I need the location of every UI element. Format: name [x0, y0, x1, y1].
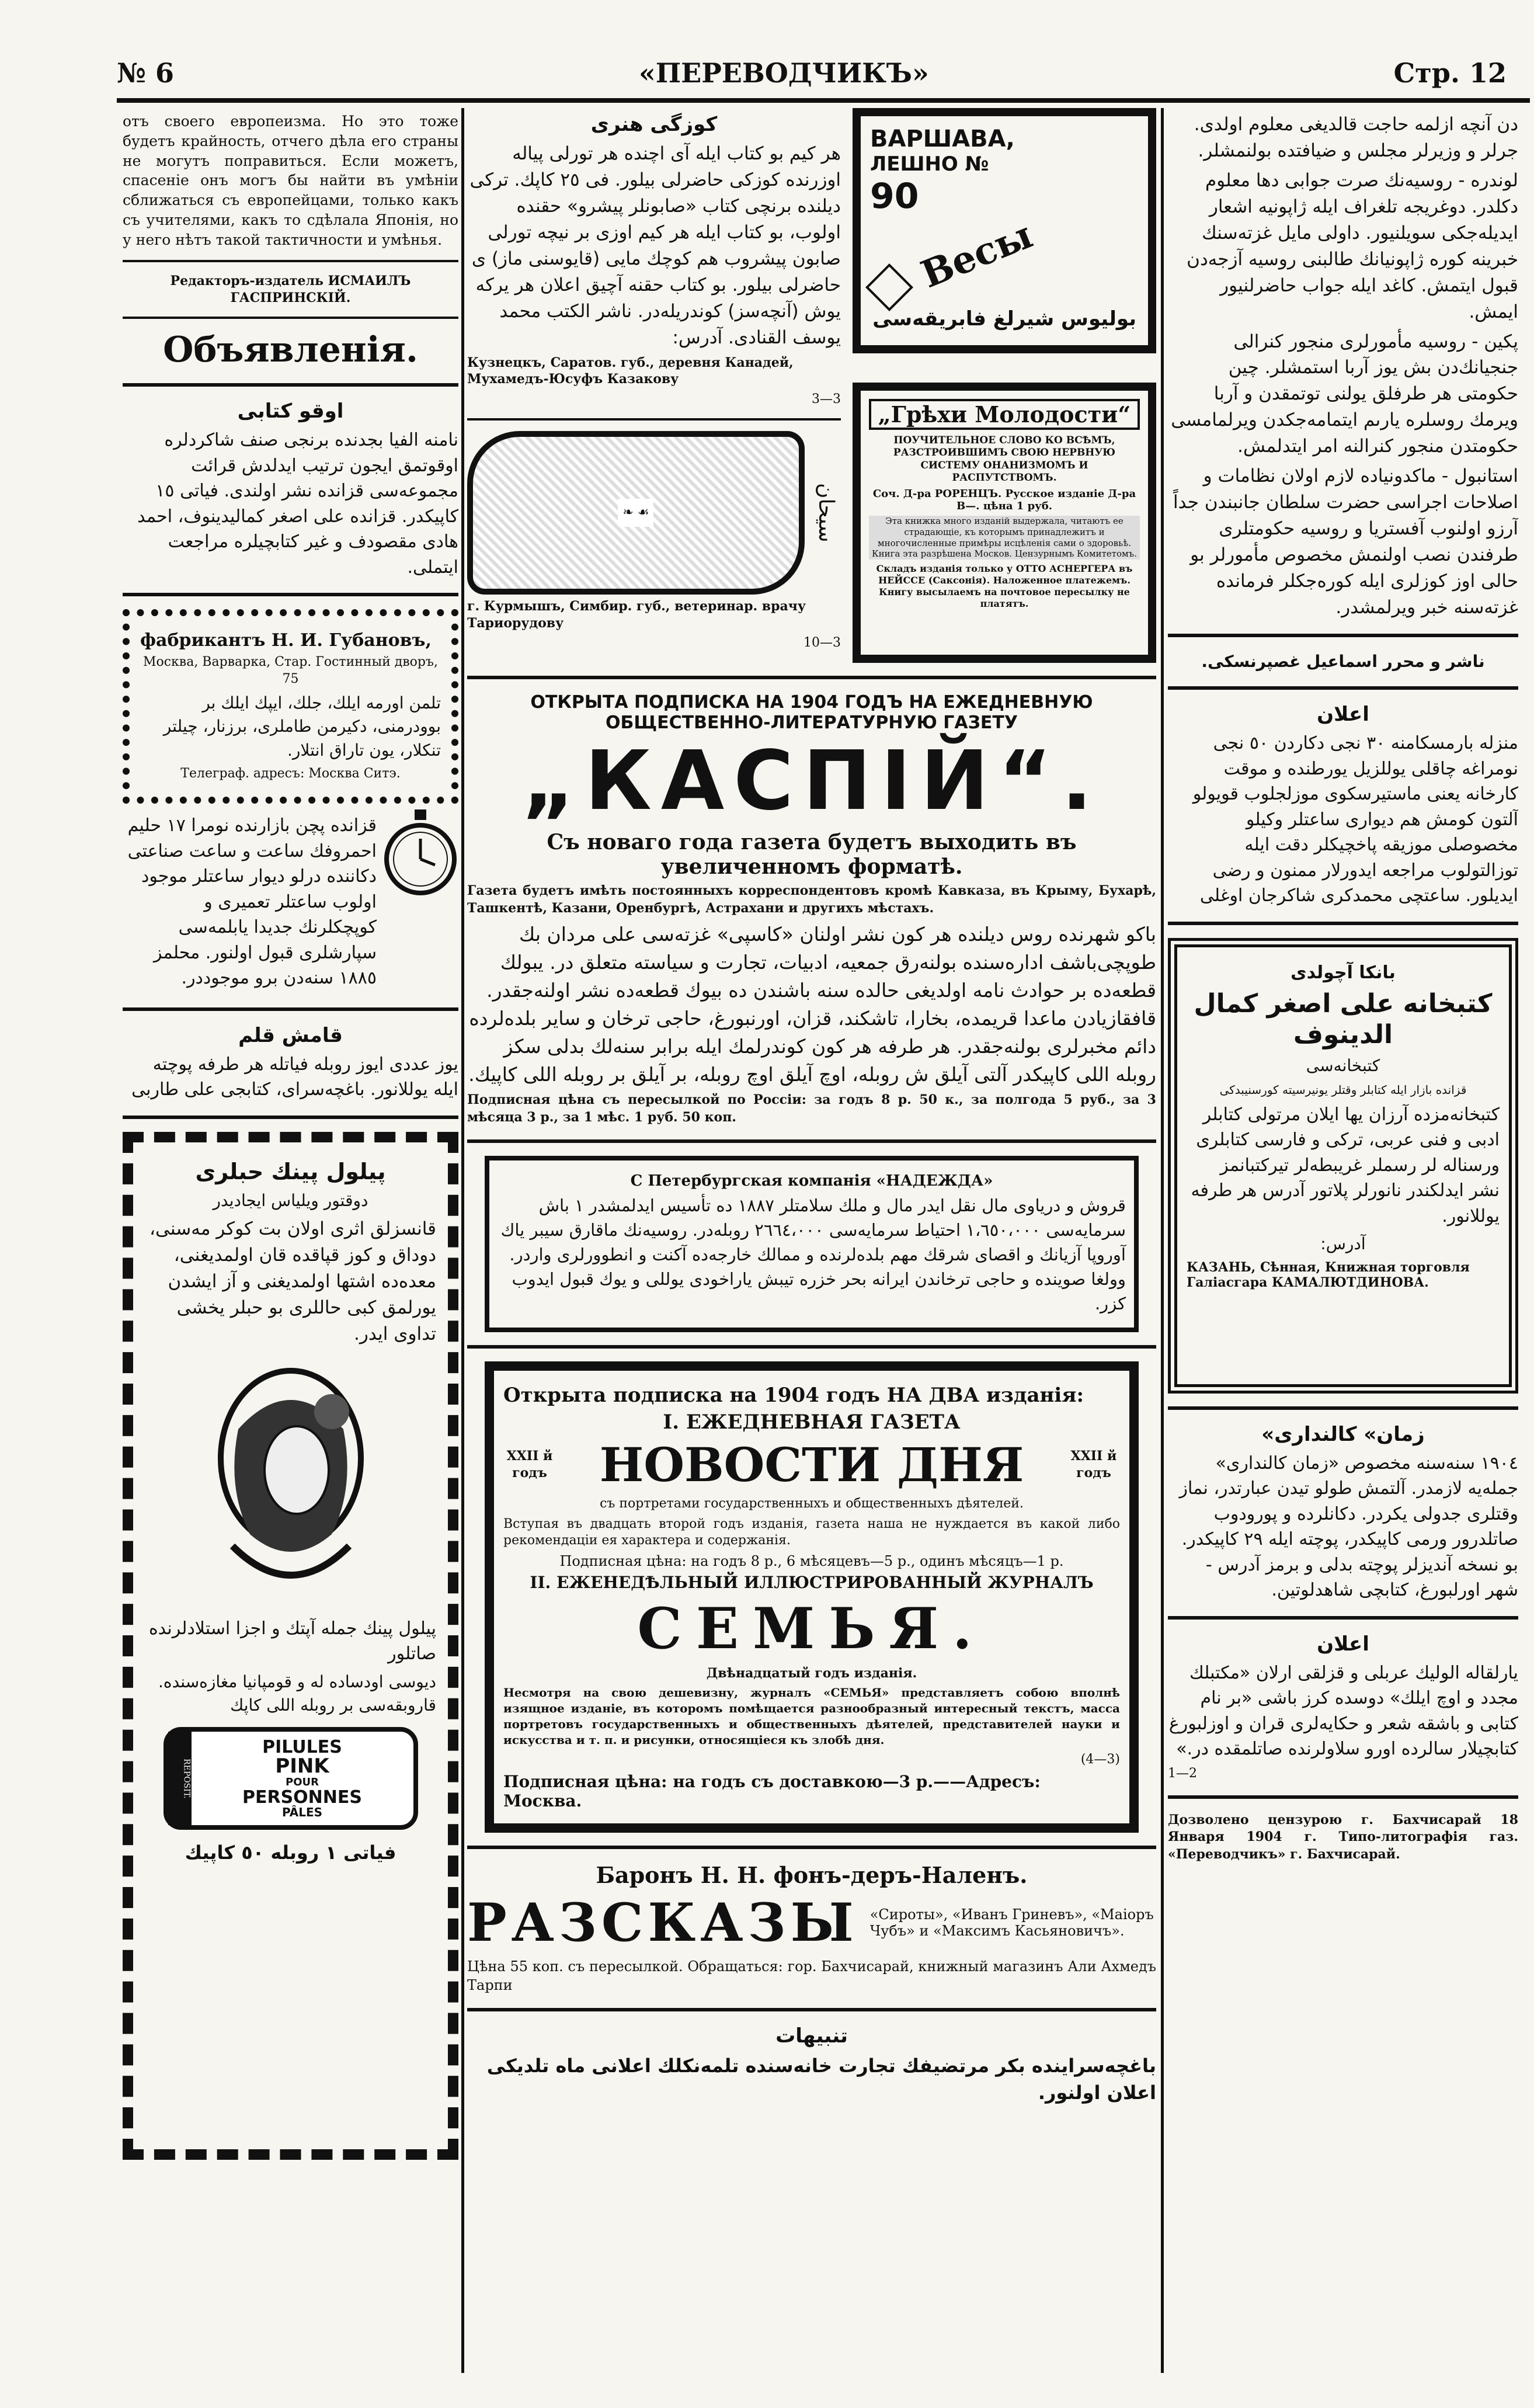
ad-vesy-text: بوليوس شيرلغ فابريقه‌سى — [872, 307, 1136, 331]
ad5-bottle-line5: PÂLES — [281, 1805, 323, 1820]
ad4-title: قامش قلم — [238, 1023, 343, 1047]
ad5-subtitle: دوقتور ويلياس ايجاديدر — [213, 1190, 368, 1210]
rasskazy-ad — [467, 1862, 1156, 1995]
rasskazy-title: РАЗСКАЗЫ — [467, 1892, 858, 1954]
ad5-box — [123, 1132, 458, 2160]
ad4-text: يوز عددى ايوز روبله فياتله هر طرفه پوچته ايله يوللانور. باغچه‌سراى، كتابجى على طاربى — [131, 1054, 458, 1100]
novosti-lead: Открыта подписка на 1904 годъ НА ДВА изданія: — [503, 1384, 1084, 1408]
ad-kozgu-address: Кузнецкъ, Саратов. губ., деревня Канадей, Мухамедъ-Юсуфъ Казакову — [467, 355, 794, 387]
editor-line: Редакторъ-издатель ИСМАИЛЪ ГАСПРИНСКІЙ. — [170, 273, 411, 305]
ad1-title-right: اعلان — [1317, 703, 1369, 727]
bookshop-ad — [1168, 938, 1518, 1394]
ad4-num: 1—2 — [1168, 1766, 1197, 1781]
news4: استانبول - ماكدونياده لازم اولان نظامات و اصلاحات اجراسى حضرت سلطان جانبندن جداً آرزو اولنوب آفستريا و روسيه حكومتلرى طرفندن نصب اولنمش مخصوص مأمورلر بو حالى اوز كوزلرى ايله كوره‌جكلر فرمانده غزته‌سنه خبر ويرلمشدر. — [1173, 465, 1518, 618]
semya-title: СЕМЬЯ. — [637, 1595, 986, 1662]
news1: دن آنچه ازلمه حاجت قالديغى معلوم اولدى. جرلر و وزيرلر مجلس و ضيافتده بولنمشلر. — [1194, 114, 1518, 161]
kaspiy-corr: Газета будетъ имѣть постоянныхъ корреспондентовъ кромѣ Кавказа, въ Крыму, Бухарѣ, Ташкентѣ, Казани, Оренбургѣ, Астрахани и другихъ мѣстахъ. — [467, 883, 1156, 916]
ad2-address: Москва, Варварка, Стар. Гостинный дворъ, 75 — [142, 655, 439, 687]
ad-grekhi-title: „Грѣхи Молодости“ — [869, 399, 1140, 430]
ad2-script: كتبخانه على اصغر كمال الدينوف — [1194, 989, 1493, 1050]
ad1-title: اوقو كتابى — [237, 399, 344, 423]
page-number: № 6 — [117, 57, 175, 89]
rasskazy-list: «Сироты», «Иванъ Гриневъ», «Маіоръ Чубъ» и «Максимъ Касьяновичъ». — [869, 1906, 1154, 1940]
kaspiy-title: „КАСПІЙ“. — [521, 734, 1102, 829]
rasskazy-price: Цѣна 55 коп. съ пересылкой. Обращаться: гор. Бахчисарай, книжный магазинъ Али Ахмедъ Тарпи — [467, 1958, 1156, 1994]
semya-price: Подписная цѣна: на годъ съ доставкою—3 р.——Адресъ: Москва. — [503, 1772, 1041, 1811]
ad4-title-right: اعلان — [1317, 1632, 1369, 1656]
ad-vesy-box — [853, 108, 1156, 353]
ad2-header: بانكا آچولدى — [1290, 962, 1396, 983]
page-ref: Стр. 12 — [1393, 57, 1507, 89]
kaspiy-price: Подписная цѣна съ пересылкой по Россіи: за годъ 8 р. 50 к., за полгода 5 руб., за 3 мѣсяца 3 р., за 1 мѣс. 1 руб. 50 коп. — [467, 1092, 1156, 1125]
nadezhda-ad — [485, 1156, 1139, 1332]
semya-num: (4—3) — [1080, 1752, 1120, 1767]
ad-vesy-name: Весы — [915, 213, 1039, 297]
ad2-address: КАЗАНЬ, Сѣнная, Книжная торговля Галіасгара КАМАЛЮТДИНОВА. — [1187, 1259, 1470, 1290]
news2: لوندره - روسيه‌نك صرت جوابى دها معلوم دكلدر. دوغريجه تلغراف ايله ژاپونيه اشعار ايديلەجكى سويلنيور. داولى مايل غزته‌سنك خبرينه كوره ژاپونيانك طالبنى روسيه آزجه‌دن قبول ايتمش. كاغد ايله جواب حاضرلنيور ايمش. — [1187, 169, 1518, 322]
last-text: باغچه‌سراينده بكر مرتضيفك تجارت خانه‌سنده تلمه‌نكلك اعلانى ماه تلديكى اعلان اولنور. — [486, 2054, 1156, 2104]
news3: پكين - روسيه مأمورلرى منجور كنرالى جنجيانك‌دن بش يوز آربا استمشلر. چين حكومتى هر طرفلق يولنى توتمقدن و آربا ويرمك روسلره يارىم ايتمامه‌جكدن ويرلمامسى حكومتدن منجور كنرالنه امر ايتدلمش. — [1171, 331, 1518, 457]
novosti-title: НОВОСТИ ДНЯ — [599, 1437, 1024, 1493]
ad2-box — [123, 609, 458, 804]
ad-grekhi-text: ПОУЧИТЕЛЬНОЕ СЛОВО КО ВСѢМЪ, РАЗСТРОИВШИМЪ СВОЮ НЕРВНУЮ СИСТЕМУ ОНАНИЗМОМЪ И РАСПУТСТВОМЪ. — [893, 435, 1116, 484]
ad2-text: تلمن اورمه ايلك، جلك، ايپك ايلك بر بوودرمنى، دكيرمن طاملرى، برزنار، چيلتر تنكلار، يون تاراق انتلار. — [163, 693, 441, 760]
column-right — [1168, 108, 1518, 2373]
ad3-text-right: ١٩٠٤ سنه‌سنه مخصوص «زمان كالندارى» جمله‌يه لازمدر. آلتمش طولو تيدن عبارتدر، نماز وقتلرى جدولى يكردر. دكانلرده و پورودوب صاتلدرور ورمى كاپيكدر، پوچته ايله ٢٩ كاپيكدر. بو نسخه آنديزلر پوچته بدلى و برمز آدرس - شهر اورلبورغ، كتابچى شاهدلوتين. — [1179, 1453, 1518, 1601]
nadezhda-text: قروش و درياوى مال نقل ايدر مال و ملك سلامتلر ١٨٨٧ ده تأسيس ايدلمشدر ١ باش سرمايه‌سى ١،٦٥٠،٠٠٠ احتياط سرمايه‌سى ٢٦٦٤،٠٠٠ روبله‌در. روسيه‌نك ماقارق سيبر ياك آوروپا آزيانك و اقصاى شرقك مهم بلده‌لرنده و ممالك خارجه‌ده آكنت و انطوورلرى واردر. وولغا صوينده و حاجى ترخاندن ايرانه بحر خزره تيبش ياراخودى يوللى و يوك قبول ايدوب كزر. — [500, 1195, 1126, 1314]
ad5-title: پيلول پينك حبلرى — [195, 1158, 386, 1184]
novosti-part2: II. ЕЖЕНЕДѢЛЬНЫЙ ИЛЛЮСТРИРОВАННЫЙ ЖУРНАЛЪ — [530, 1572, 1094, 1592]
novosti-year-right: XXII й годъ — [1070, 1448, 1117, 1481]
ad-kurmysh-num: 10—3 — [803, 635, 841, 651]
page-header — [117, 53, 1507, 93]
ad2-company: фабрикантъ Н. И. Губановъ, — [140, 630, 432, 651]
pillow-icon: ☙ ❧ — [467, 431, 805, 595]
stamp-icon — [865, 263, 913, 311]
censor-note: Дозволено цензурою г. Бахчисарай 18 Января 1904 г. Типо-литографія газ. «Переводчикъ» г. Бахчисарай. — [1168, 1812, 1518, 1862]
top-ads-row — [467, 108, 1156, 663]
kaspiy-lead: ОТКРЫТА ПОДПИСКА НА 1904 ГОДЪ НА ЕЖЕДНЕВНУЮ ОБЩЕСТВЕННО-ЛИТЕРАТУРНУЮ ГАЗЕТУ — [530, 692, 1093, 733]
header-rule — [117, 98, 1530, 103]
ad2-telegraph: Телеграф. адресъ: Москва Ситэ. — [180, 766, 401, 781]
ad5-sold: پيلول پينك جمله آپتك و اجزا استلادلرنده صاتلور — [148, 1618, 436, 1665]
ad-grekhi-author: Соч. Д-ра РОРЕНЦЪ. Русское изданіе Д-ра В—. цѣна 1 руб. — [872, 488, 1136, 512]
ad2-line: قزانده بازار ايله كتابلر وقتلر يونيرسيته كورسنيبدكى — [1219, 1082, 1467, 1097]
semya-year: Двѣнадцатый годъ изданія. — [706, 1665, 917, 1681]
ad-kurmysh-address: г. Курмышъ, Симбир. губ., ветеринар. врачу Тариорудову — [467, 599, 806, 631]
ad-vesy-street: ЛЕШНО № — [870, 152, 989, 176]
ad-vesy-number: 90 — [870, 176, 919, 217]
ad2-sub: كتبخانه‌سى — [1306, 1056, 1380, 1075]
last-ad — [467, 2024, 1156, 2107]
ad-grekhi-order: Складъ изданія только у ОТТО АСНЕРГЕРА въ НЕЙССЕ (Саксонія). Наложенное платежемъ. Книгу высылаемъ на почтовое пересылку не платятъ. — [876, 563, 1133, 609]
ad5-bottle-line1: PILULES — [262, 1736, 342, 1757]
ad5-price: فياتى ١ روبله ٥٠ كاپيك — [185, 1841, 396, 1864]
ad1-text: نامنه الفيا بجدنده برنجى صنف شاكردلره اوقوتمق ايجون ترتيب ايدلدش قرائت مجموعه‌سى قزانده نشر اولندى. فياتى ١٥ كاپيكدر. قزانده على اصغر كماليدينوف، احمد هادى مقصودف و غير كتابچيلره مراجعت ايتملى. — [137, 430, 458, 578]
rasskazy-author: Баронъ Н. Н. фонъ-деръ-Наленъ. — [596, 1862, 1028, 1889]
last-title: تنبيهات — [775, 2024, 848, 2048]
ad-kozgu-title: كوزگى هنرى — [590, 113, 718, 136]
novosti-part1: I. ЕЖЕДНЕВНАЯ ГАЗЕТА — [663, 1410, 961, 1434]
column-rule-1 — [461, 108, 464, 2373]
ad-vesy-city: ВАРШАВА, — [870, 126, 1015, 152]
ad3-text: قزانده پچن بازارنده نومرا ١٧ حليم احمروفك ساعت و ساعت صناعتى دكاننده درلو ديوار ساعتلر موجود اولوب ساعتلر تعميرى و كوپچكلرنك جديدا يابلمه‌سى سپارشلرى قبول اولنور. محلمز ١٨٨٥ سنه‌دن برو موجوددر. — [127, 815, 377, 988]
ad5-bottle-line4: PERSONNES — [242, 1787, 362, 1808]
kaspiy-format: Съ новаго года газета будетъ выходить въ увеличенномъ форматѣ. — [547, 830, 1077, 879]
novosti-ad — [485, 1361, 1139, 1833]
publisher: ناشر و محرر اسماعيل غصپرنسكى. — [1201, 651, 1485, 671]
paper-name: «ПЕРЕВОДЧИКЪ» — [638, 57, 929, 89]
ads-title: Объявленія. — [163, 329, 418, 371]
ad-kozgu-num: 3—3 — [812, 391, 841, 406]
novosti-year-left: XXII й годъ — [506, 1448, 553, 1481]
ad-kozgu-text: هر كيم بو كتاب ايله آى اچنده هر تورلى پيالە اوزرنده كوزكى حاضرلى بيلور. فى ٢٥ كاپك. تركى ديلنده برنچى كتاب «صابونلر پيشرو» حقنده اولوب، بو كتاب ايله هر كيم اوزى بر نيچه تورلى صابون پيشروب هم كوچك مايى (قايوسنى ماز) ى حاضرلى بيلور. بو كتاب حقنه آچيق اعلان هر يركه يوش (آنچه‌سز) كوندريلەدر. ناشر الكتب محمد يوسف القنادى. آدرس: — [469, 143, 841, 348]
ad3-block — [123, 809, 458, 995]
intro-text: отъ своего европеизма. Но это тоже будетъ крайность, отчего дѣла его страны не могутъ поправиться. Если можетъ, спасеніе онъ могъ бы найти въ умѣніи сближаться съ европейцами, только какъ съ учителями, какъ то сдѣлала Японія, но у него нѣтъ такой тактичности и умѣнья. — [123, 113, 458, 248]
column-left — [123, 108, 458, 2373]
woman-portrait-icon — [145, 1359, 436, 1604]
novosti-sub: съ портретами государственныхъ и общественныхъ дѣятелей. — [600, 1496, 1024, 1511]
ad-kurmysh-label: سيحان — [814, 483, 838, 543]
ad5-text: قانسزلق اثرى اولان بت كوكر مه‌سنى، دوداق و كوز قپاقده قان اولمديغنى، معده‌ده اشتها اولمديغنى و آز ايشدن يورلمق كبى حاللرى بو حبلر يخشى تداوى ايدر. — [149, 1218, 436, 1344]
ad2-address-label: آدرس: — [1320, 1234, 1366, 1254]
column-middle — [467, 108, 1156, 2373]
nadezhda-title: С Петербургская компанія «НАДЕЖДА» — [630, 1172, 993, 1190]
novosti-price: Подписная цѣна: на годъ 8 р., 6 мѣсяцевъ—5 р., одинъ мѣсяцъ—1 р. — [559, 1552, 1064, 1569]
ad-grekhi-small: Эта книжка много изданій выдержала, читаютъ ее страдающіе, къ которымъ принадлежитъ и многочисленные примѣры исцѣленія сами о здоровьѣ. Книга эта разрѣшена Москов. Цензурнымъ Комитетомъ. — [869, 516, 1140, 560]
column-rule-2 — [1161, 108, 1164, 2373]
clock-icon — [382, 809, 458, 897]
kaspiy-ad — [467, 692, 1156, 1127]
ad3-title-right: «زمان» كالندارى — [1261, 1422, 1425, 1446]
semya-text: Несмотря на свою дешевизну, журналъ «СЕМЬЯ» представляетъ собою вполнѣ изящное изданіе, въ которомъ помѣщается разнообразный интересный текстъ, масса портретовъ государственныхъ и общественныхъ дѣятелей, представителей науки и искусства и т. п. и рисунки, относящіеся къ злобѣ дня. — [503, 1686, 1120, 1747]
ad5-bottle-line2: PINK — [275, 1754, 329, 1778]
ad4-text-right: يارلقاله الوليك عربلى و قزلقى ارلان «مكتبلك مجدد و اوچ ايلك» دوسده كرز باشى «بر نام كتابى و باشقه شعر و حكايه‌لرى قران و اوزلبورغ كتابچيلار سالرده اورو سلاولرنده صاتلمقده در.» — [1168, 1662, 1518, 1760]
novosti-text: Вступая въ двадцать второй годъ изданія, газета наша не нуждается въ какой либо рекомендаціи ея характера и содержанія. — [503, 1516, 1120, 1548]
ad5-bottle-side: REPOSIT. — [168, 1732, 192, 1825]
ad-grekhi-box — [853, 383, 1156, 663]
ad5-bottle-line3: POUR — [286, 1775, 319, 1788]
ad5-sold2: ديوسى اودساده له و قومپانيا مغازه‌سنده. قاروبقه‌سى بر روبله اللى كاپك — [158, 1672, 436, 1715]
kaspiy-text-tat: باكو شهرنده روس ديلنده هر كون نشر اولنان «كاسپى» غزته‌سى على مردان بك طوپچى‌باشف اداره‌سنده بولنه‌رق جمعيه، ادبيات، تجارت و سياسته متعلق در. يبولك قطعه‌ده بر حوادث نامه اولديغى حالده سنه باشندن ده بيوك قطعه‌ده نشر اولنه‌جقدر. قافقازيادن ماعدا قريمده، بخارا، تاشكند، قزان، اورنبورغ، حاجى ترخان و ساير بلده‌لرده دائم مخبرلرى بولنه‌جقدر. هر طرفه هر كون كوندرلمك ايله برابر سنه‌لك بدلى سكز روبله اللى كاپيكدر آلتى آيلق ش روبله، اوچ آيلق اوچ روبله، بر آيلق بر روبله اللى كاپيك. — [468, 923, 1156, 1086]
ad2-text-right: كتبخانه‌مزده آرزان يها ايلان مرتولى كتابلر ادبى و فنى عربى، تركى و فارسى كتابلرى ورسنالە لر رسملر غريبطەلر تيركتبانمز نشر ايدلكندر نانورلر پلاتور آدرس هر طرفه يوللانور. — [1191, 1104, 1500, 1226]
pill-bottle-icon — [164, 1727, 418, 1830]
ad1-text-right: منزله بارمسكامنه ٣٠ نجى دكاردن ٥٠ نجى نومراغه چاقلى يوللزيل يورطنده و موقت كارخانه يعنى ماستيرسكوى موزلجلوب قويولو آلتون كومش هم ديوارى ساعتلر وكيلو مخصوصلى موزيقه پاخچيكلر دقت ايله توزالتولوب مراجعه ايدورلار ممنون و رضى ايديلور. ساعتچى محمدكرى شاكرجان اوغلى — [1192, 733, 1518, 906]
